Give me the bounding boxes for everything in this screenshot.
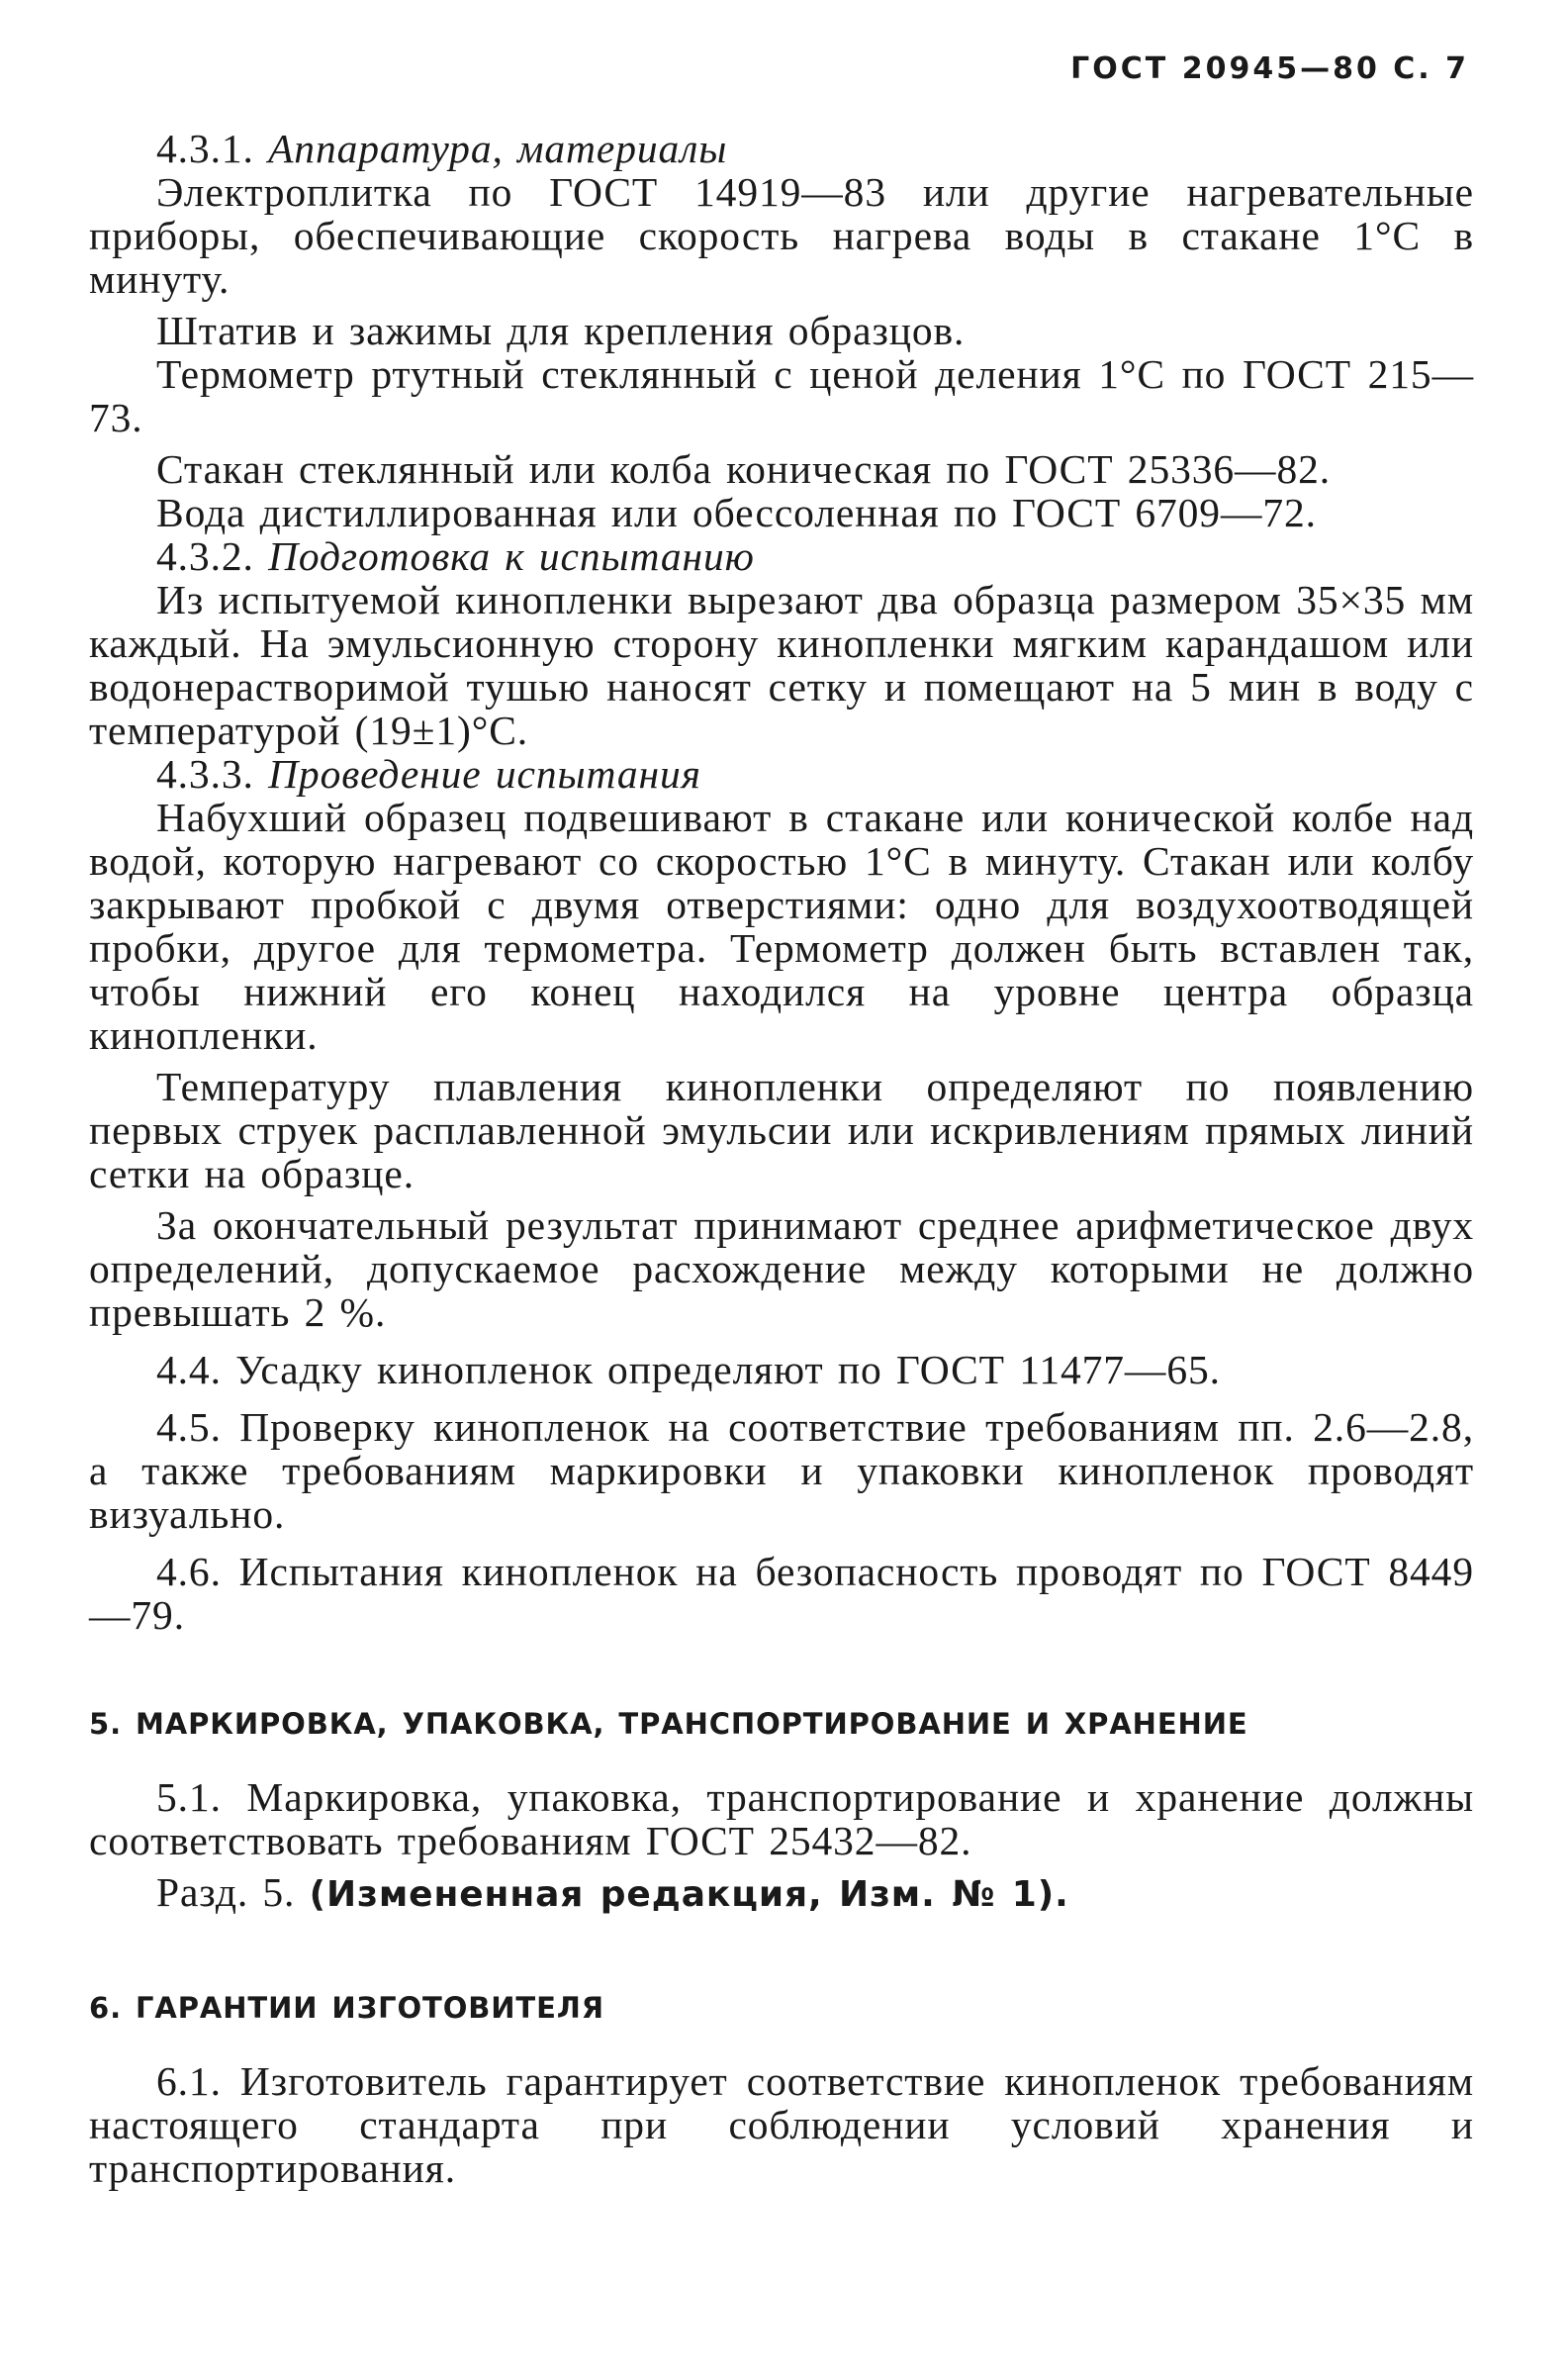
clause-4-4: 4.4. Усадку кинопленок определяют по ГОСТ 11477—65. [156,1347,1221,1392]
section-6-heading: 6. ГАРАНТИИ ИЗГОТОВИТЕЛЯ [89,1991,605,2025]
paragraph: Из испытуемой кинопленки вырезают два образца размером 35×35 мм каждый. На эмульсионную сторону кинопленки мягким карандашом или водонерастворимой тушью наносят сетку и помещают на 5 мин в воду с температурой (19±1)°С. [89,577,1474,753]
equipment-item: Стакан стеклянный или колба коническая по ГОСТ 25336—82. [156,446,1332,492]
clause-4-6: 4.6. Испытания кинопленок на безопасность проводят по ГОСТ 8449—79. [89,1549,1474,1638]
amendment-note [89,1870,1474,1917]
paragraph: Набухший образец подвешивают в стакане или конической колбе над водой, которую нагревают со скоростью 1°С в минуту. Стакан или колбу закрывают пробкой с двумя отверстиями: одно для воздухоотводящей пробки, другое для термометра. Термометр должен быть вставлен так, чтобы нижний его конец находился на уровне центра образца кинопленки. [89,795,1474,1058]
clause-4-3-2-heading [89,534,1474,578]
equipment-item: Штатив и зажимы для крепления образцов. [156,308,966,353]
running-header: ГОСТ 20945—80 С. 7 [1070,51,1469,86]
amendment-text: (Измененная редакция, Изм. № 1). [309,1874,1069,1915]
clause-number: 4.3.1. [156,126,254,171]
clause-title: Проведение испытания [268,751,701,797]
clause-title: Аппаратура, материалы [268,126,728,171]
clause-4-3-1-heading [89,127,1474,170]
clause-title: Подготовка к испытанию [268,533,755,579]
amendment-prefix: Разд. 5. [156,1869,296,1915]
clause-6-1: 6.1. Изготовитель гарантирует соответствие кинопленок требованиям настоящего стандарта при соблюдении условий хранения и транспортирования. [89,2058,1474,2191]
equipment-item: Термометр ртутный стеклянный с ценой деления 1°С по ГОСТ 215—73. [89,351,1474,440]
clause-number: 4.3.2. [156,533,254,579]
section-5-heading: 5. МАРКИРОВКА, УПАКОВКА, ТРАНСПОРТИРОВАНИЕ И ХРАНЕНИЕ [89,1707,1248,1741]
paragraph: Температуру плавления кинопленки определяют по появлению первых струек расплавленной эмульсии или искривлениям прямых линий сетки на образце. [89,1064,1474,1196]
clause-5-1: 5.1. Маркировка, упаковка, транспортирование и хранение должны соответствовать требованиям ГОСТ 25432—82. [89,1774,1474,1863]
equipment-item: Электроплитка по ГОСТ 14919—83 или другие нагревательные приборы, обеспечивающие скорость нагрева воды в стакане 1°С в минуту. [89,169,1474,302]
clause-4-5: 4.5. Проверку кинопленок на соответствие требованиям пп. 2.6—2.8, а также требованиям маркировки и упаковки кинопленок проводят визуально. [89,1404,1474,1537]
paragraph: За окончательный результат принимают среднее арифметическое двух определений, допускаемое расхождение между которыми не должно превышать 2 %. [89,1202,1474,1335]
clause-number: 4.3.3. [156,751,254,797]
document-body [89,127,1474,2190]
clause-4-3-3-heading [89,752,1474,796]
equipment-item: Вода дистиллированная или обессоленная по ГОСТ 6709—72. [156,490,1317,535]
